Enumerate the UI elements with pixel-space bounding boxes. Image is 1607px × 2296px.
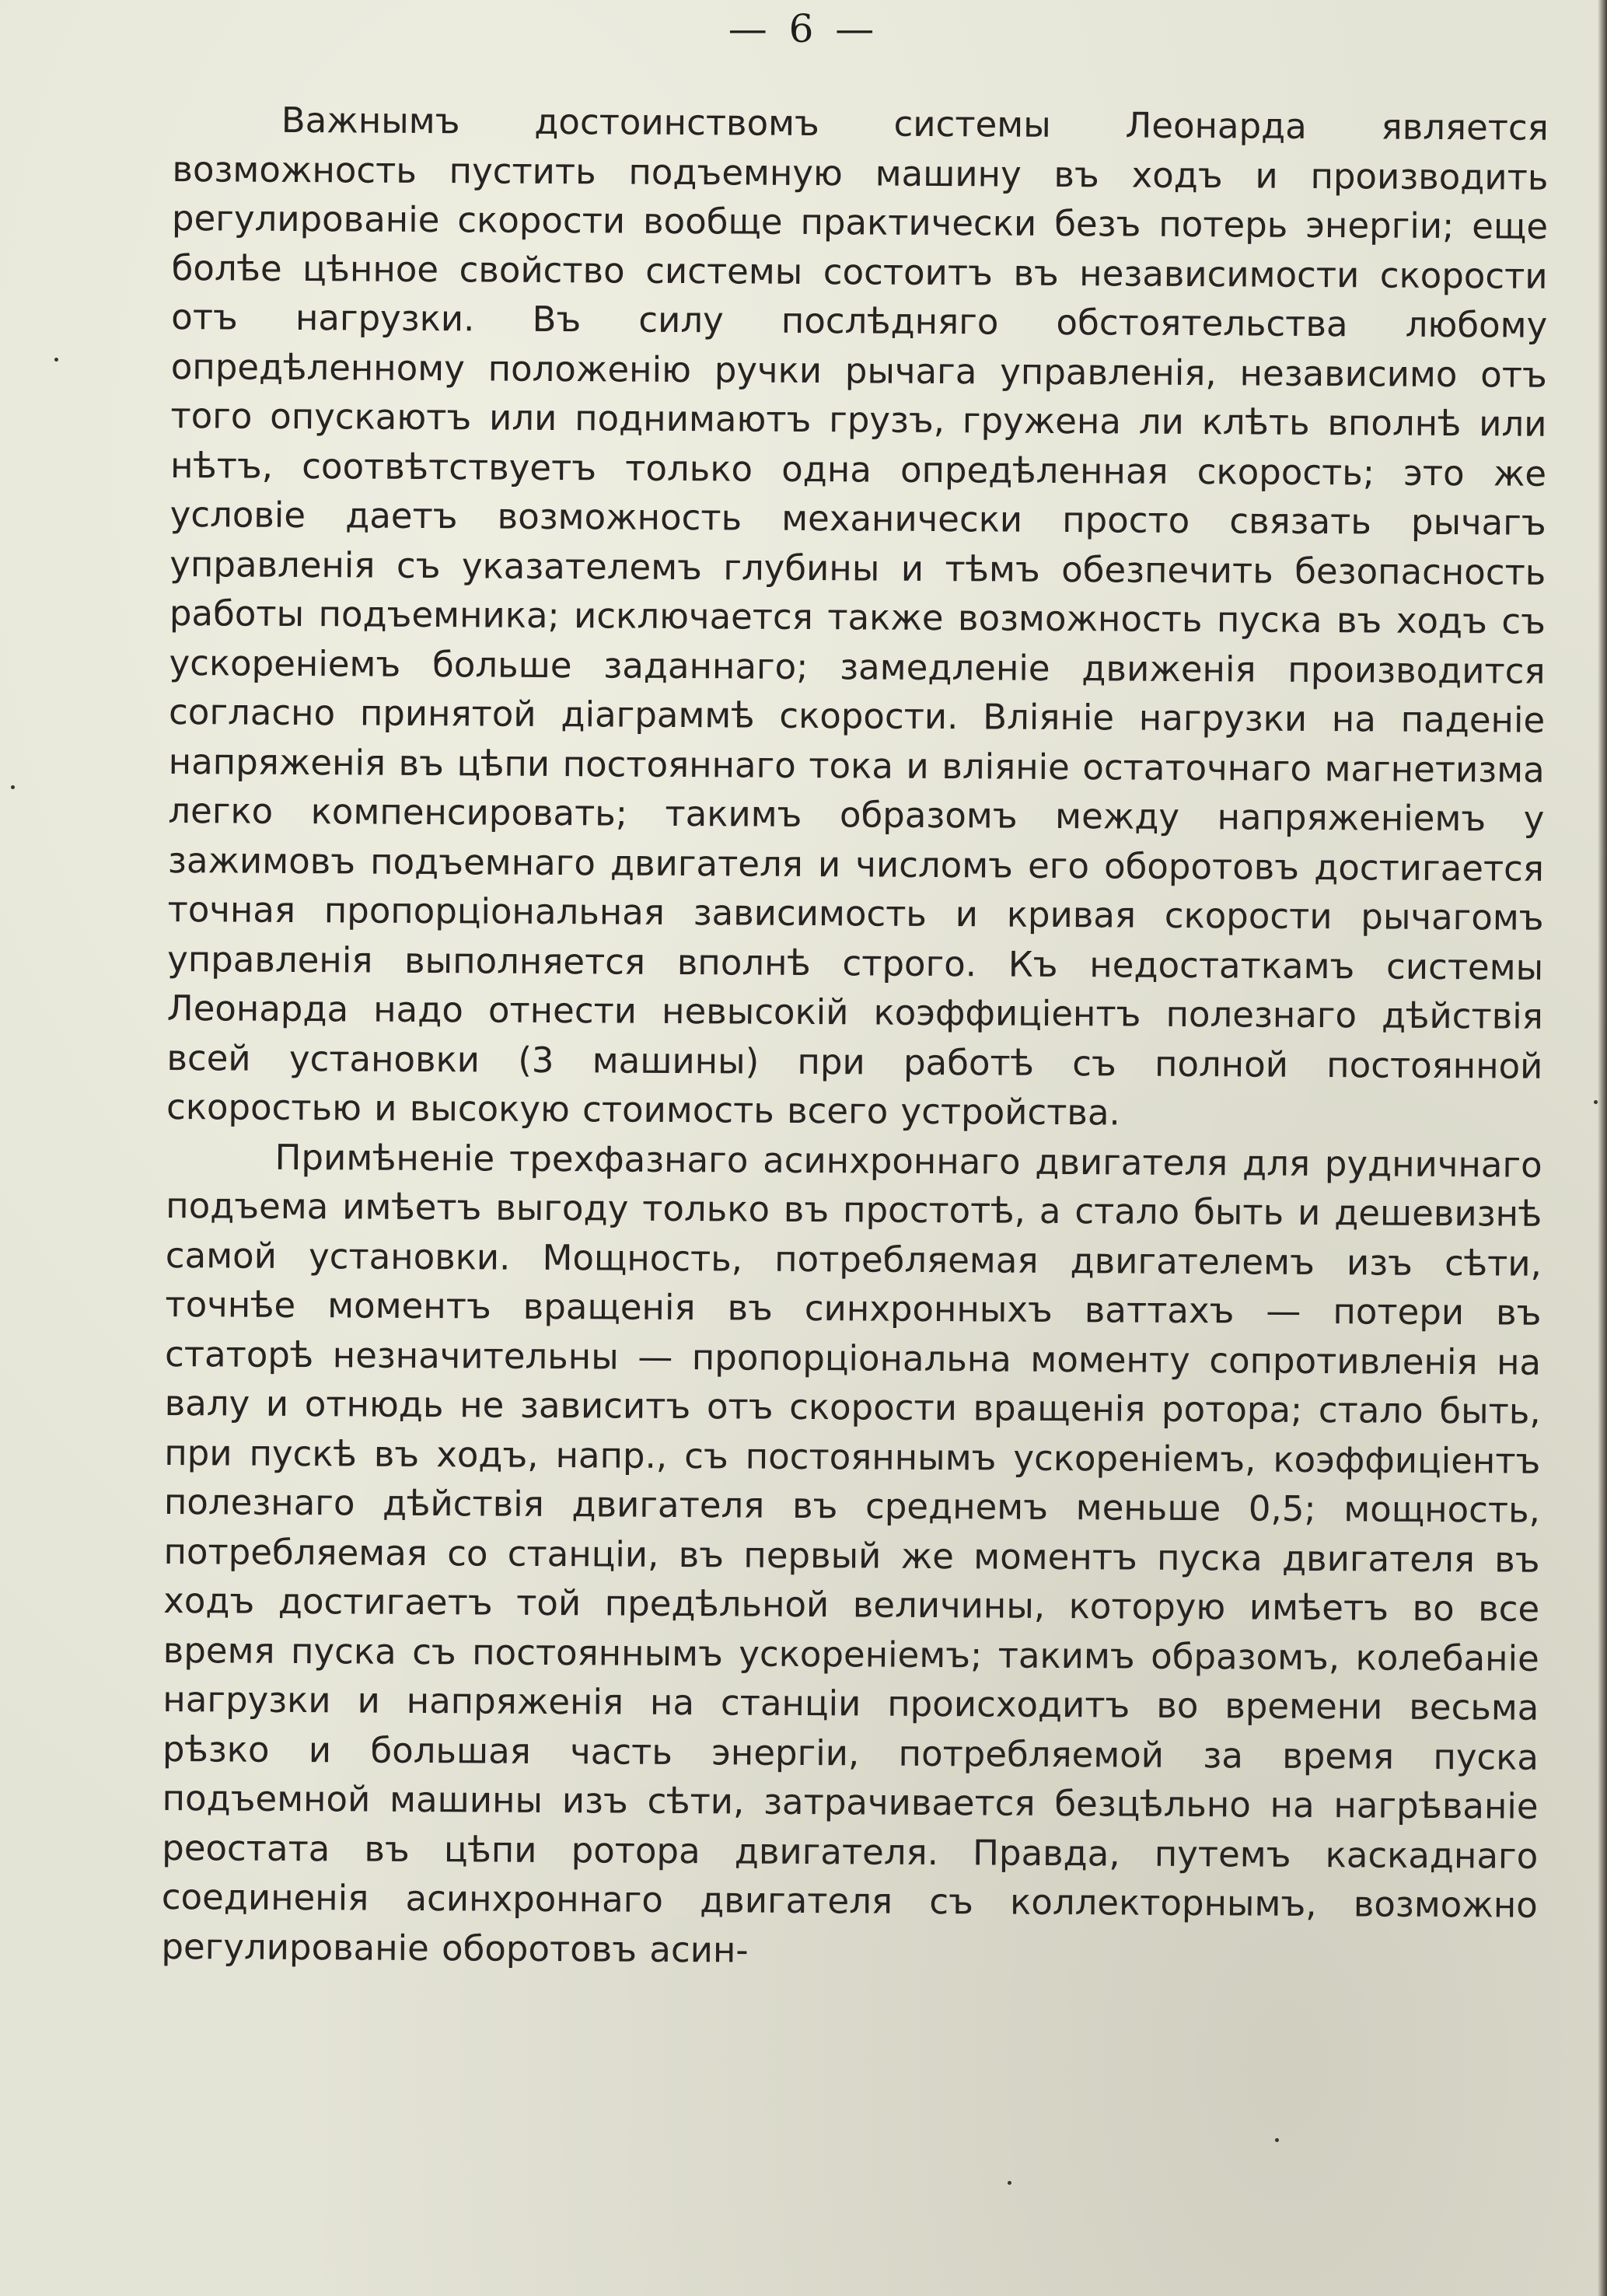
body-text bbox=[161, 95, 1549, 1980]
scan-speck bbox=[1275, 2138, 1279, 2142]
paragraph-leonard-system: Важнымъ достоинствомъ системы Леонарда является возможность пустить подъемную машину въ ходъ и производить регулированіе скорости вообще практически безъ потерь энергіи; еще болѣе цѣнное свойство системы состоитъ въ независимости скорости отъ нагрузки. Въ силу послѣдняго обстоятельства любому опредѣленному положенію ручки рычага управленія, независимо отъ того опускаютъ или поднимаютъ грузъ, гружена ли клѣть вполнѣ или нѣтъ, соотвѣтствуетъ только одна опредѣленная скорость; это же условіе даетъ возможность механически просто связать рычагъ управленія съ указателемъ глубины и тѣмъ обезпечить безопасность работы подъемника; исключается также возможность пуска въ ходъ съ ускореніемъ больше заданнаго; замедленіе движенія производится согласно принятой діаграммѣ скорости. Вліяніе нагрузки на паденіе напряженія въ цѣпи постояннаго тока и вліяніе остаточнаго магнетизма легко компенсировать; такимъ образомъ между напряженіемъ у зажимовъ подъемнаго двигателя и числомъ его оборотовъ достигается точная пропорціональная зависимость и кривая скорости рычагомъ управленія выполняется вполнѣ строго. Къ недостаткамъ системы Леонарда надо отнести невысокій коэффиціентъ полезнаго дѣйствія всей установки (3 машины) при работѣ съ полной постоянной скоростью и высокую стоимость всего устройства. bbox=[166, 99, 1549, 1134]
scan-speck bbox=[54, 358, 58, 362]
paragraph-asynchronous-motor: Примѣненіе трехфазнаго асинхроннаго двигателя для рудничнаго подъема имѣетъ выгоду только въ простотѣ, а стало быть и дешевизнѣ самой установки. Мощность, потребляемая двигателемъ изъ сѣти, точнѣе моментъ вращенія въ синхронныхъ ваттахъ — потери въ статорѣ незначительны — пропорціональна моменту сопротивленія на валу и отнюдь не зависитъ отъ скорости вращенія ротора; стало быть, при пускѣ въ ходъ, напр., съ постояннымъ ускореніемъ, коэффиціентъ полезнаго дѣйствія двигателя въ среднемъ меньше 0,5; мощность, потребляемая со станціи, въ первый же моментъ пуска двигателя въ ходъ достигаетъ той предѣльной величины, которую имѣетъ во все время пуска съ постояннымъ ускореніемъ; такимъ образомъ, колебаніе нагрузки и напряженія на станціи происходитъ во времени весьма рѣзко и большая часть энергіи, потребляемой за время пуска подъемной машины изъ сѣти, затрачивается безцѣльно на нагрѣваніе реостата въ цѣпи ротора двигателя. Правда, путемъ каскаднаго соединенія асинхроннаго двигателя съ коллекторнымъ, возможно регулированіе оборотовъ асин- bbox=[161, 1136, 1542, 1971]
scan-speck bbox=[1594, 1100, 1598, 1104]
page-number: — 6 — bbox=[728, 6, 879, 51]
scan-speck bbox=[1008, 2181, 1011, 2185]
scan-speck bbox=[11, 785, 15, 789]
